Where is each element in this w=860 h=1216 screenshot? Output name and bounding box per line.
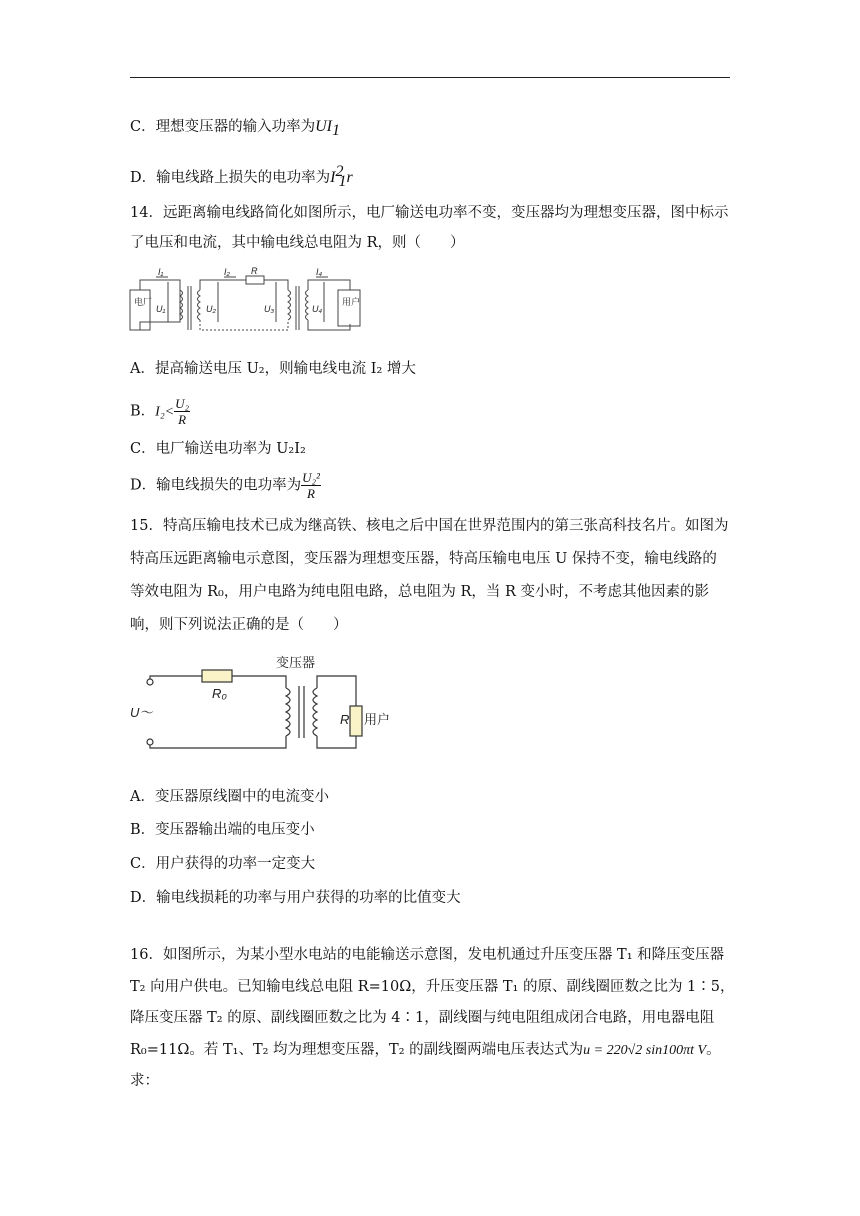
q13-option-c-sub: 1 [331, 121, 340, 139]
q14-option-d-fraction [301, 470, 321, 501]
q14-figure [128, 268, 364, 340]
q15-option-a: A．变压器原线圈中的电流变小 [130, 789, 329, 805]
q14-option-a: A．提高输送电压 U₂，则输电线电流 I₂ 增大 [130, 361, 416, 377]
q14-option-b-fraction [174, 396, 190, 427]
q15-option-b: B．变压器输出端的电压变小 [130, 822, 315, 838]
q16-tail: 。求： [130, 1041, 721, 1089]
q14-option-d-num: U₂² [302, 470, 320, 485]
q13-option-c-expr: UI [315, 118, 332, 135]
q14-option-b-prefix: B． [130, 403, 156, 420]
fig14-U1: U₁ [156, 304, 166, 314]
q13-option-d-expr: I [330, 168, 336, 186]
q13-option-d-sup: 2 [335, 163, 344, 180]
q14-option-d-den: R [307, 486, 315, 501]
q14-option-b-num: U₂ [175, 396, 190, 411]
resistor-r [350, 706, 362, 736]
q16-formula: u = 220√2 sin100πt V [583, 1042, 707, 1058]
q16-stem [130, 940, 736, 1098]
fig15-transformer-label: 变压器 [276, 655, 316, 670]
fig14-U4: U₄ [312, 304, 323, 314]
q14-option-b-lhs: I₂< [155, 404, 175, 420]
q14-option-d [130, 470, 321, 506]
q14-stem: 14．远距离输电线路简化如图所示，电厂输送电功率不变，变压器均为理想变压器，图中标示了电压和电流，其中输电线总电阻为 R，则（ ） [130, 205, 729, 251]
q16-stem-text: 16．如图所示，为某小型水电站的电能输送示意图，发电机通过升压变压器 T₁ 和降压变压器 T₂ 向用户供电。已知输电线总电阻 R=10Ω，升压变压器 T₁ 的原、副线圈匝数之比为 1∶5，降压变压器 T₂ 的原、副线圈匝数之比为 4∶1，副线圈与纯电阻组成闭合电路，用电器电阻 R₀=11Ω。若 T₁、T₂ 均为理想变压器，T₂ 的副线圈两端电压表达式为 [130, 947, 735, 1058]
q15-option-c: C．用户获得的功率一定变大 [130, 856, 316, 872]
t2-primary-coil [288, 290, 291, 320]
q13-option-c-text: C．理想变压器的输入功率为 [130, 119, 316, 135]
q14-option-d-prefix: D．输电线损失的电功率为 [130, 477, 302, 494]
fig15-R: R [340, 712, 350, 727]
t2-secondary-coil [306, 290, 309, 320]
fig14-I4: I₄ [316, 267, 323, 277]
fig14-plant-label: 电厂 [134, 297, 153, 307]
q15-stem: 15．特高压输电技术已成为继高铁、核电之后中国在世界范围内的第三张高科技名片。如图为特高压远距离输电示意图，变压器为理想变压器，特高压输电电压 U 保持不变，输电线路的等效电阻为 R₀，用户电路为纯电阻电路，总电阻为 R，当 R 变小时，不考虑其他因素的影响，则下列说法正确的是（ ） [130, 518, 729, 633]
q14-option-b-den: R [178, 412, 187, 427]
q13-option-d-r: r [346, 168, 353, 186]
q13-option-d [130, 162, 353, 192]
fig15-user: 用户 [364, 712, 391, 727]
fig14-I2: I₂ [224, 267, 230, 277]
q13-option-d-sub: 1 [338, 172, 347, 190]
fig15-R0: R₀ [212, 686, 227, 701]
user-box [338, 290, 360, 326]
resistor-r0 [202, 670, 232, 682]
terminal-top [147, 679, 153, 685]
header-rule [130, 77, 730, 78]
secondary-coil [313, 688, 317, 736]
fig14-user-label: 用户 [342, 297, 361, 307]
primary-coil [286, 688, 290, 736]
q14-option-c: C．电厂输送电功率为 U₂I₂ [130, 441, 306, 457]
fig15-source: U～ [130, 705, 153, 720]
fig14-R: R [251, 266, 258, 276]
terminal-bottom [147, 739, 153, 745]
fig14-U2: U₂ [206, 304, 216, 314]
q14-option-b [130, 396, 190, 430]
fig14-U3: U₃ [264, 304, 275, 314]
q13-option-d-text: D．输电线路上损失的电功率为 [130, 169, 331, 186]
t1-secondary-coil [198, 290, 201, 320]
q13-option-c [130, 117, 340, 141]
q15-option-d: D．输电线损耗的功率与用户获得的功率的比值变大 [130, 890, 461, 906]
q15-figure [128, 654, 391, 764]
fig14-I1: I₁ [158, 267, 164, 277]
line-resistor [246, 276, 264, 284]
